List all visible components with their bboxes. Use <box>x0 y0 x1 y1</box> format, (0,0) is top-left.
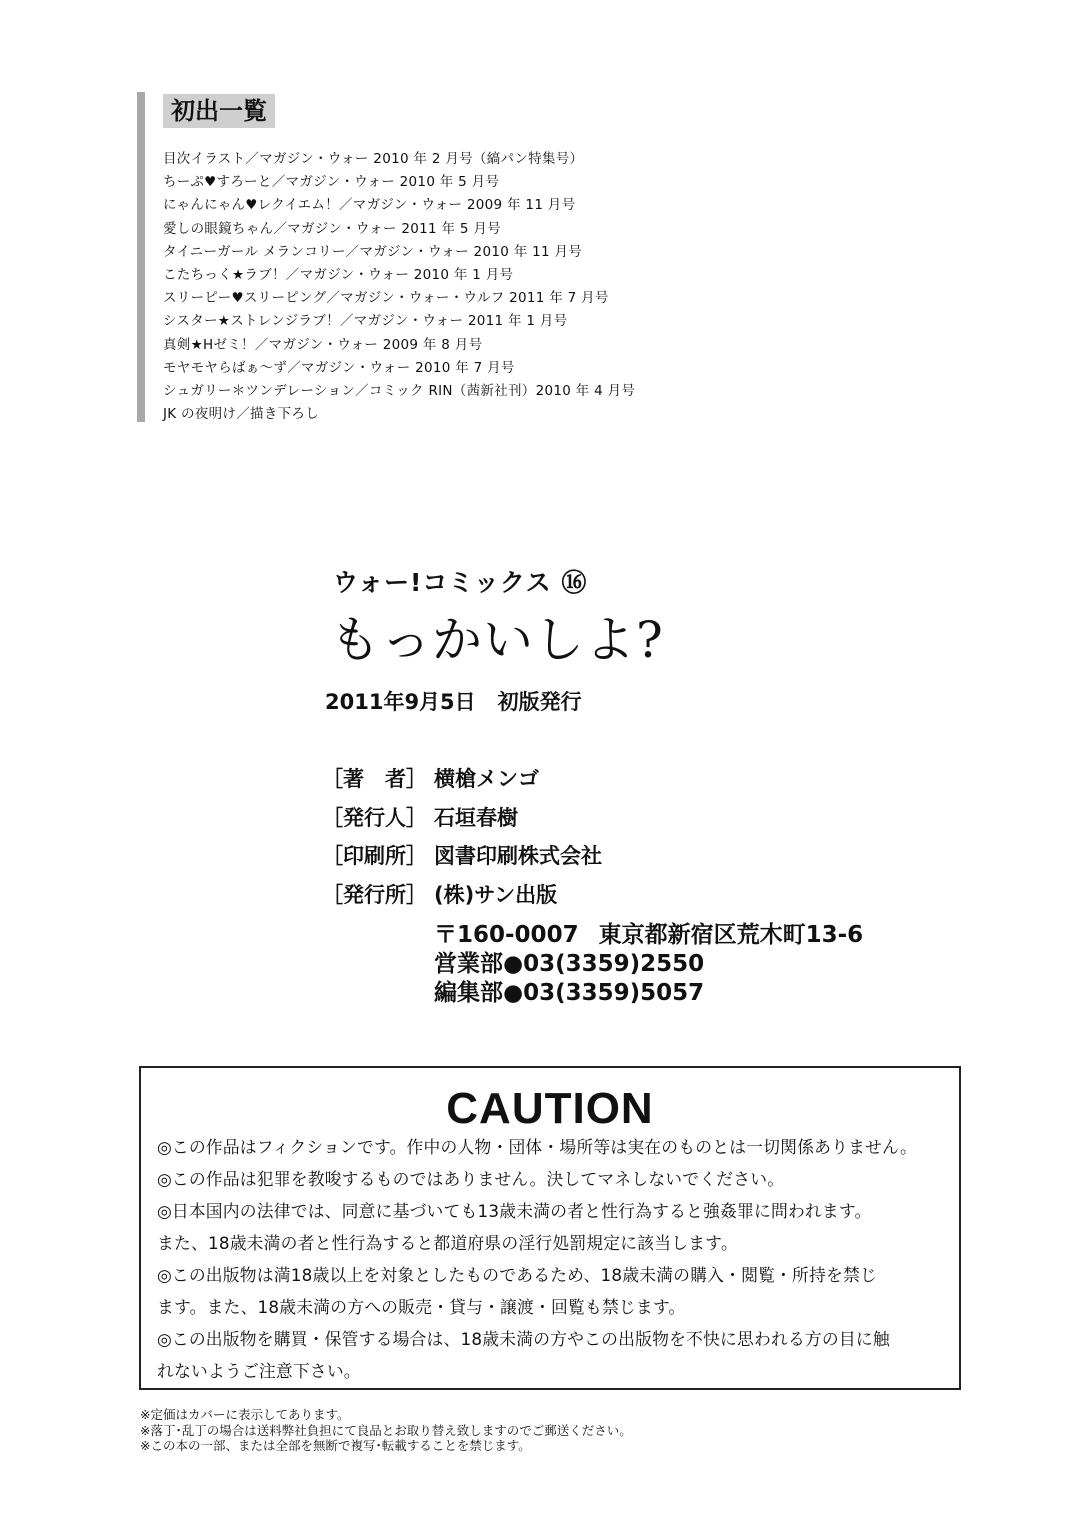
credit-label: ［発行所］ <box>322 882 427 907</box>
sales-phone: 営業部●03(3359)2550 <box>434 951 705 977</box>
credit-label: ［印刷所］ <box>322 844 427 868</box>
list-item: こたちっく★ラブ！／マガジン・ウォー 2010 年 1 月号 <box>163 266 514 283</box>
list-item: 真剣★Hゼミ！／マガジン・ウォー 2009 年 8 月号 <box>163 336 483 353</box>
caution-line: ◎この出版物を購買・保管する場合は、18歳未満の方やこの出版物を不快に思われる方の目に触 <box>157 1329 890 1349</box>
caution-line: ◎この作品はフィクションです。作中の人物・団体・場所等は実在のものとは一切関係ありません。 <box>157 1137 918 1157</box>
list-item: タイニーガール メランコリー／マガジン・ウォー 2010 年 11 月号 <box>163 243 583 260</box>
edition-label: 初版発行 <box>497 690 582 714</box>
list-item: 目次イラスト／マガジン・ウォー 2010 年 2 月号（縞パン特集号） <box>163 151 584 167</box>
edition-line <box>325 686 582 716</box>
postal-code: 〒160-0007 <box>434 922 579 948</box>
publisher-contact <box>434 921 863 1008</box>
section-accent-bar <box>137 92 145 422</box>
list-item: JK の夜明け／描き下ろし <box>163 406 320 423</box>
book-title: もっかいしよ? <box>330 611 664 669</box>
address-line <box>434 921 863 950</box>
list-item: 愛しの眼鏡ちゃん／マガジン・ウォー 2011 年 5 月号 <box>163 220 501 237</box>
first-appearance-heading: 初出一覧 <box>163 94 275 128</box>
credit-value: 石垣春樹 <box>434 805 518 830</box>
first-appearance-list <box>163 148 635 426</box>
caution-line: れないようご注意下さい。 <box>157 1361 361 1381</box>
credit-label: ［発行人］ <box>322 805 427 830</box>
credit-label: ［著 者］ <box>322 767 427 791</box>
footnote: ※この本の一部、または全部を無断で複写･転載することを禁じます。 <box>140 1438 531 1453</box>
caution-line: また、18歳未満の者と性行為すると都道府県の淫行処罰規定に該当します。 <box>157 1233 738 1253</box>
street-address: 東京都新宿区荒木町13-6 <box>598 922 864 948</box>
footnotes <box>140 1407 632 1454</box>
caution-line: ます。また、18歳未満の方への販売・貸与・譲渡・回覧も禁じます。 <box>157 1297 686 1317</box>
credit-value: (株)サン出版 <box>434 882 558 907</box>
list-item: シュガリー＊ツンデレーション／コミック RIN（茜新社刊）2010 年 4 月号 <box>163 382 636 399</box>
caution-line: ◎日本国内の法律では、同意に基づいても13歳未満の者と性行為すると強姦罪に問われます。 <box>157 1201 872 1221</box>
list-item: シスター★ストレンジラブ！／マガジン・ウォー 2011 年 1 月号 <box>163 313 568 330</box>
credit-value: 横槍メンゴ <box>434 767 539 791</box>
credit-value: 図書印刷株式会社 <box>434 844 602 868</box>
caution-text <box>157 1131 953 1387</box>
caution-line: ◎この作品は犯罪を教唆するものではありません。決してマネしないでください。 <box>157 1169 785 1189</box>
series-name: ウォー!コミックス ⑯ <box>333 568 588 597</box>
caution-box <box>139 1066 961 1390</box>
publication-date: 2011年9月5日 <box>325 690 476 714</box>
caution-title: CAUTION <box>446 1084 654 1133</box>
footnote: ※定価はカバーに表示してあります。 <box>140 1407 350 1422</box>
footnote: ※落丁･乱丁の場合は送料弊社負担にて良品とお取り替え致しますのでご郵送ください。 <box>140 1422 632 1438</box>
list-item: スリーピー♥スリーピング／マガジン・ウォー・ウルフ 2011 年 7 月号 <box>163 290 609 307</box>
editorial-phone: 編集部●03(3359)5057 <box>434 980 705 1006</box>
caution-line: ◎この出版物は満18歳以上を対象としたものであるため、18歳未満の購入・閲覧・所持を禁じ <box>157 1265 877 1285</box>
list-item: ちーぷ♥すろーと／マガジン・ウォー 2010 年 5 月号 <box>163 174 500 191</box>
list-item: モヤモヤらばぁ～ず／マガジン・ウォー 2010 年 7 月号 <box>163 359 515 376</box>
list-item: にゃんにゃん♥レクイエム！／マガジン・ウォー 2009 年 11 月号 <box>163 197 576 214</box>
